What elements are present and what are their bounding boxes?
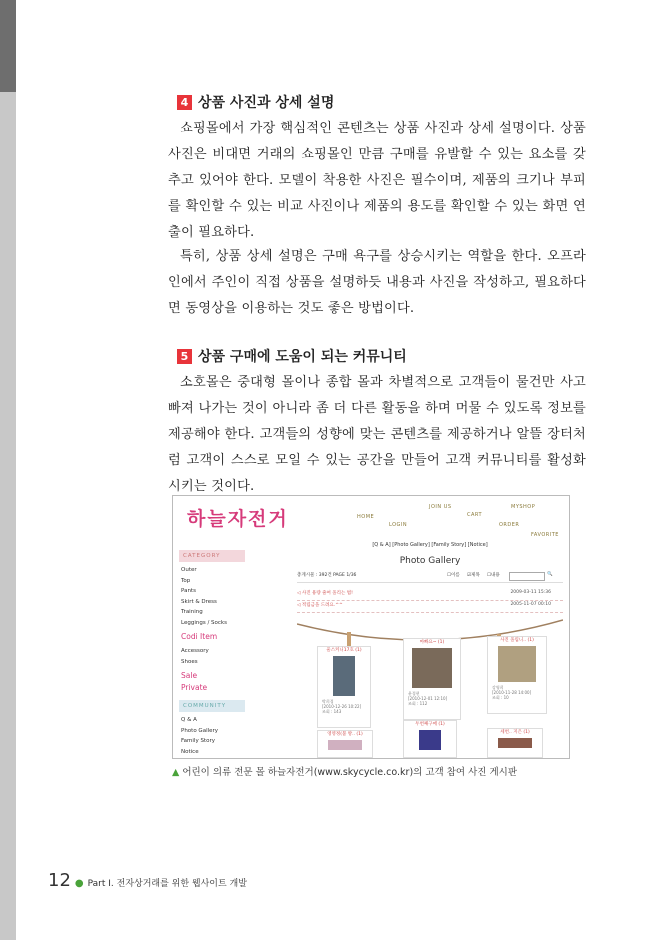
gallery-card-5[interactable]: 영영정(불 방.. (1) (317, 730, 373, 758)
page-number: 12 (48, 870, 71, 891)
page-footer (48, 870, 247, 891)
nav-cart[interactable]: CART (467, 512, 483, 518)
menu-category-5[interactable]: Leggings / Socks (181, 619, 227, 626)
notice-row-1[interactable]: ◁ 사진 용량 줄여 올리는 법! 2009-03-11 15:36 (297, 590, 563, 601)
notice-row-2[interactable]: ◁ 적립금을 드려요.^^ 2005-11-07 00:10 (297, 602, 563, 613)
site-sidebar (179, 546, 241, 757)
menu-category2-1[interactable]: Shoes (181, 658, 198, 665)
menu-community-1[interactable]: Photo Gallery (181, 727, 219, 734)
filter-content[interactable]: ☐내용 (487, 573, 500, 578)
menu-category-4[interactable]: Training (181, 609, 203, 615)
menu-category2-0[interactable]: Accessory (181, 648, 209, 654)
page-edge-tab (0, 0, 16, 940)
nav-join[interactable]: JOIN US (429, 504, 452, 510)
nav-login[interactable]: LOGIN (389, 522, 408, 528)
menu-community-2[interactable]: Family Story (181, 738, 215, 744)
gallery-card-4[interactable]: 두번째구매 (1) (403, 720, 457, 758)
menu-category-2[interactable]: Pants (181, 588, 196, 594)
section-number-5: 5 (177, 349, 192, 364)
figure-caption: ▲ 어린이 의류 전문 몰 하늘자전거(www.skycycle.co.kr)의 고객 참여 사진 게시판 (172, 767, 518, 778)
website-screenshot (172, 495, 570, 759)
photo-gallery (297, 542, 563, 756)
section-heading-5 (177, 346, 407, 366)
menu-category-0[interactable]: Outer (181, 567, 197, 573)
paragraph-3: 소호몰은 중대형 몰이나 종합 몰과 차별적으로 고객들이 물건만 사고 빠져 나가는 것이 아니라 좀 더 다른 활동을 하며 머물 수 있도록 정보를 제공해야 한다. 고객들의 성향에 맞는 콘텐츠를 제공하거나 알뜰 장터처럼 고객이 스스로 모일 수 있는 공간을 만들어 고객 커뮤니티를 활성화시키는 것이다. (168, 375, 586, 494)
search-input[interactable] (509, 572, 545, 581)
gallery-card-2[interactable]: 마빠요~ (1) 윤경현 [2010-12-01 12:10] 조회 : 112 (403, 638, 461, 720)
paragraph-1: 쇼핑몰에서 가장 핵심적인 콘텐츠는 상품 사진과 상세 설명이다. 상품 사진은 비대면 거래의 쇼핑몰인 만큼 구매를 유발할 수 있는 요소를 갖추고 있어야 한다. 모델이 착용한 사진은 필수이며, 제품의 크기나 부피를 확인할 수 있는 비교 사진이나 제품의 용도를 확인할 수 있는 화면 연출이 필요하다. (168, 121, 586, 240)
nav-myshop[interactable]: MYSHOP (511, 504, 536, 510)
gallery-toolbar (297, 572, 563, 583)
nav-favorite[interactable]: FAVORITE (531, 532, 559, 538)
menu-community-0[interactable]: Q & A (181, 717, 197, 723)
menu-sale[interactable]: Sale (181, 671, 198, 680)
category-header: CATEGORY (179, 550, 245, 562)
menu-category-1[interactable]: Top (181, 577, 191, 584)
filter-name[interactable]: ☐이름 (447, 573, 460, 578)
search-icon[interactable]: 🔍 (547, 572, 553, 577)
menu-private[interactable]: Private (181, 683, 208, 692)
gallery-card-6[interactable]: 세번.. 지은 (1) (487, 728, 543, 758)
nav-home[interactable]: HOME (357, 514, 375, 520)
triangle-icon: ▲ (172, 767, 180, 778)
gallery-card-3[interactable]: 사진 올립니.. (1) 강영희 [2010-11-28 14:00] 조회 : 10 (487, 636, 547, 714)
category-menu-2 (179, 646, 241, 667)
site-logo: 하늘자전거 (187, 508, 289, 530)
section-heading-4 (177, 92, 334, 112)
footer-text: Part Ⅰ. 전자상거래를 위한 웹사이트 개발 (87, 879, 247, 889)
gallery-title: Photo Gallery (399, 556, 461, 566)
site-nav (333, 500, 565, 538)
category-menu (179, 565, 241, 628)
section-number-4: 4 (177, 95, 192, 110)
board-links[interactable]: [Q & A] [Photo Gallery] [Family Story] [Notice] (372, 542, 488, 548)
bullet-icon: ● (74, 878, 84, 889)
section-title-5: 상품 구매에 도움이 되는 커뮤니티 (198, 349, 407, 365)
community-header: COMMUNITY (179, 700, 245, 712)
menu-codi-item[interactable]: Codi Item (181, 632, 218, 641)
menu-community-3[interactable]: Notice (181, 748, 199, 755)
paragraph-2: 특히, 상품 상세 설명은 구매 욕구를 상승시키는 역할을 한다. 오프라인에서 주인이 직접 상품을 설명하듯 내용과 사진을 작성하고, 필요하다면 동영상을 이용하는 것도 좋은 방법이다. (168, 249, 586, 316)
section-title-4: 상품 사진과 상세 설명 (198, 95, 335, 111)
menu-category-3[interactable]: Skirt & Dress (181, 598, 217, 605)
community-menu (179, 715, 241, 757)
nav-order[interactable]: ORDER (499, 522, 520, 528)
filter-title[interactable]: ☑제목 (467, 573, 480, 578)
gallery-card-1[interactable]: 울스커니17호 (1) 박희경 [2010-12-26 10:22] 조회 : 143 (317, 646, 371, 728)
post-count: 총게시물 : 392건 PAGE 1/36 (297, 573, 357, 578)
